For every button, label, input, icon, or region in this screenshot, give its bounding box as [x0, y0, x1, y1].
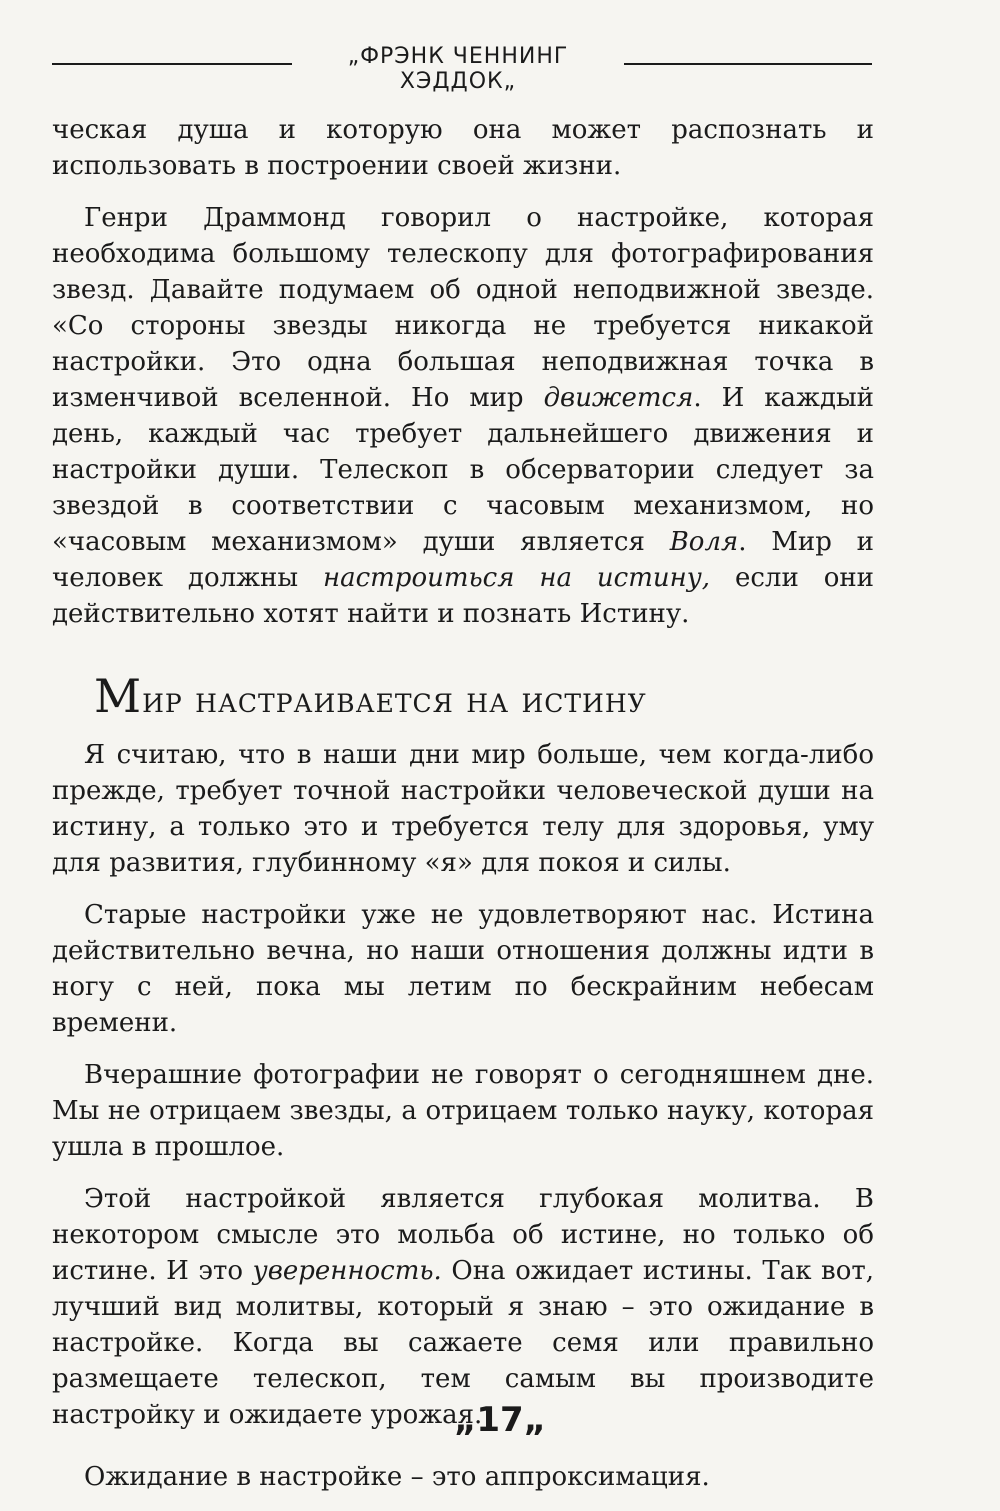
page-body [52, 112, 874, 1511]
running-head-rule-left [52, 63, 292, 65]
italic-emphasis: Воля [669, 527, 739, 557]
section-heading: Мир настраивается на истину [94, 669, 647, 723]
running-head-rule-right [624, 63, 872, 65]
page-number: „17„ [453, 1400, 546, 1440]
paragraph-text: Она ожидает истины. Так вот, лучший вид молитвы, который я знаю – это ожидание в настройке. Когда вы сажаете семя или правильно размещаете телескоп, тем самым вы производите настройку и ожидаете урожая. [52, 1256, 874, 1430]
paragraph-prayer [52, 1181, 874, 1433]
paragraph-text: Генри Драммонд говорил о настройке, которая необходима большому телескопу для фотографирования звезд. Давайте подумаем об одной неподвижной звезде. «Со стороны звезды никогда не требуется никакой настройки. Это одна большая неподвижная точка в изменчивой вселенной. Но мир [52, 203, 874, 413]
paragraph-closing: Ожидание в настройке – это аппроксимация. [84, 1462, 710, 1492]
paragraph-text: Этой настройкой является глубокая молитва. В некотором смысле это мольба об истине, но только об истине. И это [52, 1184, 874, 1286]
paragraph-drummond [52, 200, 874, 632]
paragraph-text: . И каждый день, каждый час требует дальнейшего движения и настройки души. Телескоп в обсерватории следует за звездой в соответствии с часовым механизмом, но «часовым механизмом» души является [52, 383, 874, 557]
italic-emphasis: настроиться на истину, [322, 563, 711, 593]
paragraph: Старые настройки уже не удовлетворяют нас. Истина действительно вечна, но наши отношения должны идти в ногу с ней, пока мы летим по бескрайним небесам времени. [52, 900, 874, 1038]
paragraph-text: если они действительно хотят найти и познать Истину. [52, 563, 875, 629]
paragraph-continuation: ческая душа и которую она может распознать и использовать в построении своей жизни. [52, 115, 874, 181]
paragraph: Вчерашние фотографии не говорят о сегодняшнем дне. Мы не отрицаем звезды, а отрицаем только науку, которая ушла в прошлое. [52, 1060, 874, 1162]
running-head-title: „ФРЭНК ЧЕННИНГ ХЭДДОК„ [347, 44, 569, 94]
paragraph: Я считаю, что в наши дни мир больше, чем когда-либо прежде, требует точной настройки человеческой души на истину, а только это и требуется телу для здоровья, уму для развития, глубинному «я» для покоя и силы. [52, 740, 874, 878]
italic-emphasis: движется [543, 383, 694, 413]
paragraph-text: . Мир и человек должны [52, 527, 874, 593]
italic-emphasis: уверенность. [252, 1256, 442, 1286]
running-head [52, 42, 872, 94]
